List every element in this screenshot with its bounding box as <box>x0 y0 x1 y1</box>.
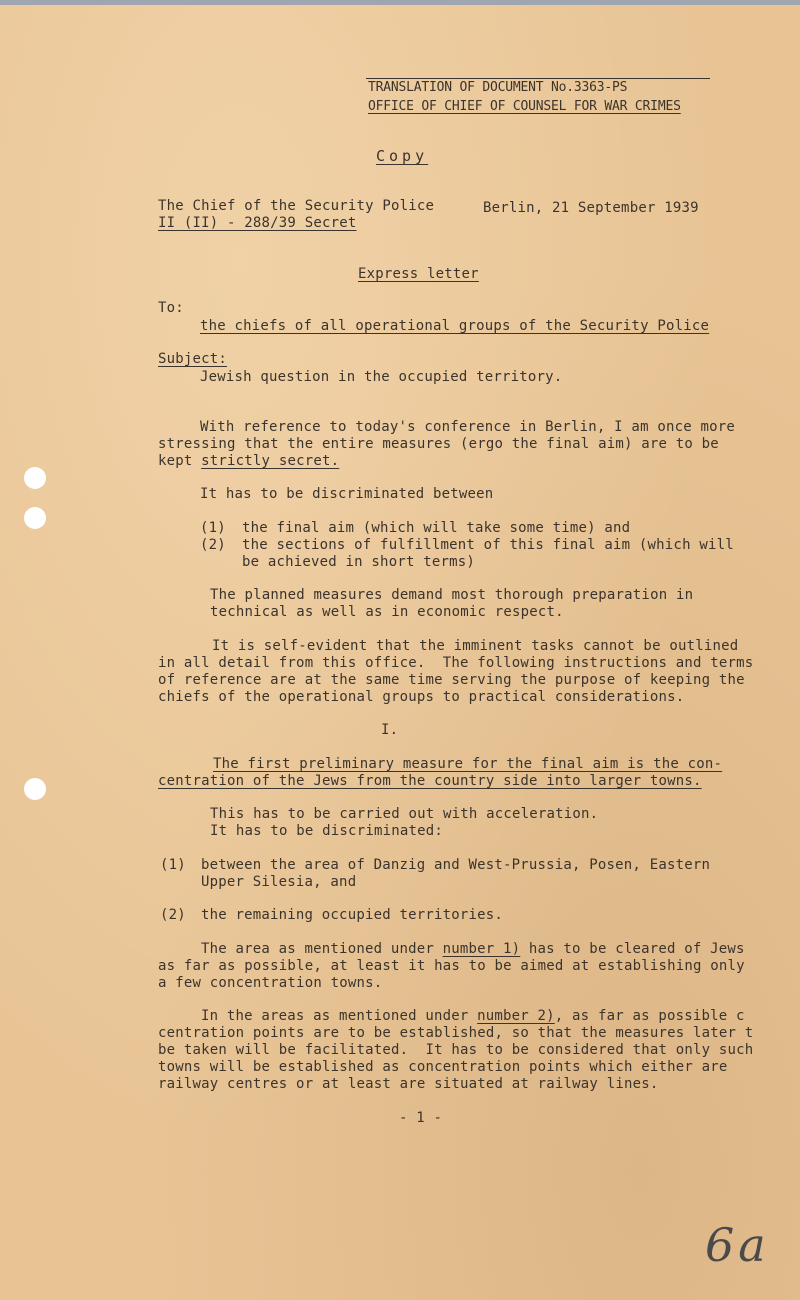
paragraph-7-text-a: The area as mentioned under <box>201 941 443 957</box>
paragraph-6-line-1: This has to be carried out with acceleration. <box>210 806 599 822</box>
paragraph-5-line-2: centration of the Jews from the country side into larger towns. <box>158 773 702 789</box>
list-b-item-1-line-2: Upper Silesia, and <box>201 874 357 890</box>
header-line-1: TRANSLATION OF DOCUMENT No.3363-PS <box>368 80 628 95</box>
paragraph-6-line-2: It has to be discriminated: <box>210 823 443 839</box>
paragraph-7-text-b: has to be cleared of Jews <box>520 941 745 957</box>
paragraph-7-line-3: a few concentration towns. <box>158 975 383 991</box>
sender-line-2: II (II) - 288/39 Secret <box>158 215 357 231</box>
paragraph-1-line-1: With reference to today's conference in Berlin, I am once more <box>200 419 735 435</box>
list-b-num-2: (2) <box>160 907 186 923</box>
reference-number-2: number 2) <box>477 1008 555 1024</box>
paragraph-8-line-2: centration points are to be established, so that the measures later t <box>158 1025 754 1041</box>
subject-label: Subject: <box>158 351 228 367</box>
paragraph-1-line-3-text: kept <box>158 453 202 469</box>
scan-top-edge <box>0 0 800 5</box>
paragraph-8-line-4: towns will be established as concentration points which either are <box>158 1059 728 1075</box>
paragraph-2: It has to be discriminated between <box>200 486 494 502</box>
to-label: To: <box>158 300 184 316</box>
punch-hole <box>24 778 46 800</box>
paragraph-1-line-3 <box>158 453 339 470</box>
sender-line-1: The Chief of the Security Police <box>158 198 435 214</box>
paragraph-7-line-2: as far as possible, at least it has to be aimed at establishing only <box>158 958 745 974</box>
paragraph-5-line-1: The first preliminary measure for the final aim is the con- <box>213 756 723 772</box>
list-a-item-2-line-1: the sections of fulfillment of this final aim (which will <box>242 537 734 553</box>
paragraph-3-line-2: technical as well as in economic respect. <box>210 604 564 620</box>
paragraph-3-line-1: The planned measures demand most thorough preparation in <box>210 587 694 603</box>
letter-type: Express letter <box>358 266 479 282</box>
paragraph-8-line-5: railway centres or at least are situated at railway lines. <box>158 1076 659 1092</box>
handwritten-annotation: 6a <box>705 1218 770 1272</box>
section-numeral: I. <box>381 722 399 738</box>
list-a-num-1: (1) <box>200 520 226 536</box>
paragraph-4-line-4: chiefs of the operational groups to practical considerations. <box>158 689 685 705</box>
list-b-num-1: (1) <box>160 857 186 873</box>
list-b-item-2: the remaining occupied territories. <box>201 907 504 923</box>
copy-label: Copy <box>376 147 429 165</box>
page-number: - 1 - <box>399 1110 443 1126</box>
list-b-item-1-line-1: between the area of Danzig and West-Prussia, Posen, Eastern <box>201 857 711 873</box>
list-a-item-1: the final aim (which will take some time) and <box>242 520 631 536</box>
list-a-num-2: (2) <box>200 537 226 553</box>
place-date: Berlin, 21 September 1939 <box>483 200 699 216</box>
paragraph-8-text-b: , as far as possible c <box>554 1008 745 1024</box>
subject-text: Jewish question in the occupied territory. <box>200 369 563 385</box>
header-line-2: OFFICE OF CHIEF OF COUNSEL FOR WAR CRIMES <box>368 99 681 114</box>
paragraph-4-line-2: in all detail from this office. The following instructions and terms <box>158 655 754 671</box>
emphasis-strictly-secret: strictly secret. <box>201 453 340 469</box>
paragraph-4-line-3: of reference are at the same time serving the purpose of keeping the <box>158 672 745 688</box>
paragraph-1-line-2: stressing that the entire measures (ergo the final aim) are to be <box>158 436 719 452</box>
punch-hole <box>24 467 46 489</box>
punch-hole <box>24 507 46 529</box>
paragraph-8-line-3: be taken will be facilitated. It has to be considered that only such <box>158 1042 754 1058</box>
list-a-item-2-line-2: be achieved in short terms) <box>242 554 475 570</box>
reference-number-1: number 1) <box>442 941 521 957</box>
paragraph-8-line-1 <box>201 1008 745 1025</box>
paragraph-7-line-1 <box>201 941 745 958</box>
recipients: the chiefs of all operational groups of the Security Police <box>200 318 710 334</box>
paragraph-4-line-1: It is self-evident that the imminent tasks cannot be outlined <box>212 638 739 654</box>
paragraph-8-text-a: In the areas as mentioned under <box>201 1008 478 1024</box>
